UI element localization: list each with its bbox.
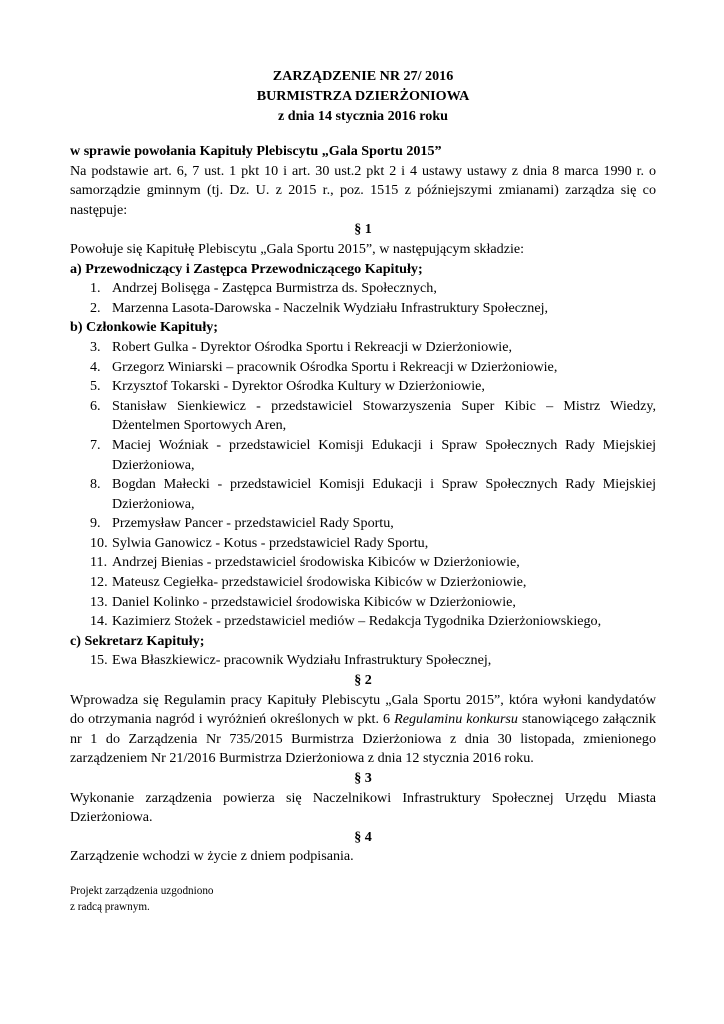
- list-item: [70, 534, 656, 554]
- list-item-number: 10.: [90, 534, 108, 551]
- list-item: [70, 436, 656, 475]
- list-item-text: Stanisław Sienkiewicz - przedstawiciel Stowarzyszenia Super Kibic – Mistrz Wiedzy, Dżentelmen Sportowych Aren,: [112, 397, 656, 434]
- group-a-heading: a) Przewodniczący i Zastępca Przewodniczącego Kapituły;: [70, 260, 423, 277]
- document-page: [70, 66, 656, 915]
- list-item: [70, 612, 656, 632]
- list-item-text: Krzysztof Tokarski - Dyrektor Ośrodka Kultury w Dzierżoniowie,: [112, 378, 485, 395]
- list-item-text: Daniel Kolinko - przedstawiciel środowiska Kibiców w Dzierżoniowie,: [112, 593, 516, 610]
- approval-note-line-2: z radcą prawnym.: [70, 900, 150, 913]
- list-item-text: Maciej Woźniak - przedstawiciel Komisji Edukacji i Spraw Społecznych Rady Miejskiej Dzierżoniowa,: [112, 436, 656, 473]
- list-item-number: 11.: [90, 554, 108, 571]
- list-item-text: Ewa Błaszkiewicz- pracownik Wydziału Infrastruktury Społecznej,: [112, 652, 492, 669]
- list-item-text: Bogdan Małecki - przedstawiciel Komisji Edukacji i Spraw Społecznych Rady Miejskiej Dzierżoniowa,: [112, 476, 656, 512]
- title-line-3: z dnia 14 stycznia 2016 roku: [277, 108, 449, 124]
- title-line-2: BURMISTRZA DZIERŻONIOWA: [256, 88, 470, 104]
- list-item-text: Marzenna Lasota-Darowska - Naczelnik Wydziału Infrastruktury Społecznej,: [112, 299, 549, 316]
- list-item-text: Przemysław Pancer - przedstawiciel Rady Sportu,: [112, 515, 394, 532]
- list-item-text: Kazimierz Stożek - przedstawiciel mediów – Redakcja Tygodnika Dzierżoniowskiego,: [112, 613, 602, 630]
- group-b-list: [70, 338, 656, 632]
- list-item-number: 12.: [90, 574, 108, 591]
- group-a-list: [70, 279, 656, 318]
- list-item: [70, 279, 656, 299]
- list-item-number: 8.: [90, 476, 101, 493]
- list-item: [70, 299, 656, 319]
- section-4-text: Zarządzenie wchodzi w życie z dniem podpisania.: [70, 848, 354, 865]
- list-item: [70, 553, 656, 573]
- group-b-heading: b) Członkowie Kapituły;: [70, 319, 218, 336]
- section-1-heading: § 1: [354, 221, 372, 238]
- list-item-number: 13.: [90, 593, 108, 610]
- approval-note-line-1: Projekt zarządzenia uzgodniono: [70, 884, 214, 897]
- list-item: [70, 593, 656, 613]
- list-item-number: 5.: [90, 378, 101, 395]
- list-item-text: Grzegorz Winiarski – pracownik Ośrodka Sportu i Rekreacji w Dzierżoniowie,: [112, 358, 558, 375]
- document-title: [70, 66, 656, 126]
- list-item-number: 6.: [90, 397, 101, 414]
- group-c-heading: c) Sekretarz Kapituły;: [70, 632, 205, 649]
- list-item: [70, 651, 656, 671]
- list-item: [70, 377, 656, 397]
- section-2-heading: § 2: [354, 672, 372, 689]
- list-item-text: Mateusz Cegiełka- przedstawiciel środowiska Kibiców w Dzierżoniowie,: [112, 574, 527, 591]
- list-item-number: 7.: [90, 436, 101, 453]
- list-item-number: 1.: [90, 280, 101, 297]
- list-item: [70, 338, 656, 358]
- list-item: [70, 358, 656, 378]
- list-item-number: 3.: [90, 338, 101, 355]
- list-item-number: 15.: [90, 652, 108, 669]
- list-item: [70, 475, 656, 514]
- document-subject: w sprawie powołania Kapituły Plebiscytu „Gala Sportu 2015”: [70, 143, 442, 159]
- list-item-number: 14.: [90, 613, 108, 630]
- list-item-number: 9.: [90, 515, 101, 532]
- list-item-number: 2.: [90, 299, 101, 316]
- list-item: [70, 397, 656, 436]
- section-1-lead: Powołuje się Kapitułę Plebiscytu „Gala Sportu 2015”, w następującym składzie:: [70, 240, 525, 257]
- section-3-heading: § 3: [354, 770, 372, 786]
- section-2-italic-term: Regulaminu konkursu: [394, 711, 518, 728]
- section-2-text-part-1: Wprowadza się Regulamin pracy Kapituły Plebiscytu „Gala Sportu 2015”, która wyłoni kandydatów do otrzymania nagród i wyróżnień określonych w pkt. 6: [70, 691, 656, 728]
- list-item-number: 4.: [90, 358, 101, 375]
- list-item-text: Andrzej Bienias - przedstawiciel środowiska Kibiców w Dzierżoniowie,: [112, 554, 520, 571]
- list-item-text: Robert Gulka - Dyrektor Ośrodka Sportu i Rekreacji w Dzierżoniowie,: [112, 338, 512, 355]
- section-4-heading: § 4: [354, 828, 372, 845]
- section-2-text: [70, 691, 656, 769]
- section-2-text-part-2: stanowiącego załącznik nr 1 do Zarządzenia Nr 735/2015 Burmistrza Dzierżoniowa z dnia 30 listopada, zmienionego zarządzeniem Nr 21/2016 Burmistrza Dzierżoniowa z dnia 12 stycznia 2016 roku.: [70, 711, 656, 767]
- list-item: [70, 573, 656, 593]
- section-3-text: Wykonanie zarządzenia powierza się Naczelnikowi Infrastruktury Społecznej Urzędu Miasta Dzierżoniowa.: [70, 789, 656, 826]
- list-item-text: Sylwia Ganowicz - Kotus - przedstawiciel Rady Sportu,: [112, 534, 429, 551]
- legal-basis: Na podstawie art. 6, 7 ust. 1 pkt 10 i art. 30 ust.2 pkt 2 i 4 ustawy ustawy z dnia 8 marca 1990 r. o samorządzie gminnym (tj. Dz. U. z 2015 r., poz. 1515 z późniejszymi zmianami) zarządza się co następuje:: [70, 162, 656, 218]
- list-item: [70, 514, 656, 534]
- approval-note: [70, 883, 656, 915]
- title-line-1: ZARZĄDZENIE NR 27/ 2016: [272, 68, 454, 84]
- list-item-text: Andrzej Bolisęga - Zastępca Burmistrza ds. Społecznych,: [112, 280, 437, 297]
- group-c-list: [70, 651, 656, 671]
